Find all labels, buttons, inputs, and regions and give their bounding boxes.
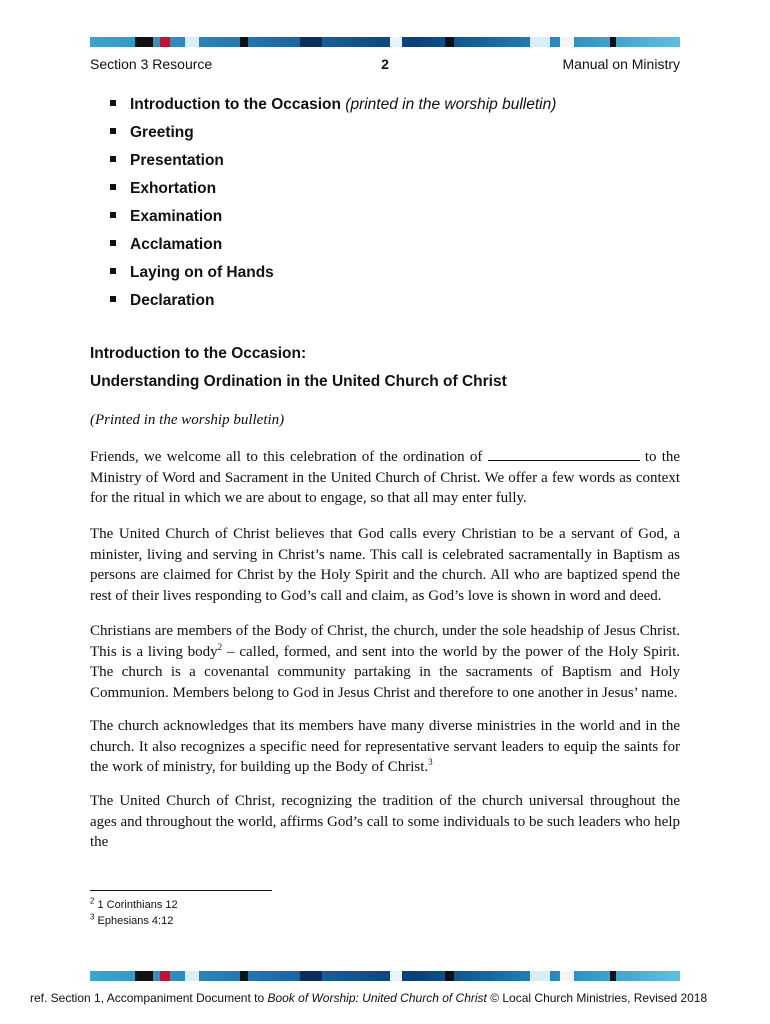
footer-text: ref. Section 1, Accompaniment Document to (30, 991, 268, 1005)
header-decorative-band (90, 37, 680, 47)
paragraph-welcome (90, 447, 680, 509)
square-bullet-icon (110, 212, 116, 218)
list-item-note: (printed in the worship bulletin) (345, 96, 557, 113)
square-bullet-icon (110, 100, 116, 106)
list-item-label: Laying on of Hands (130, 264, 274, 281)
paragraph-text: to the Ministry of Word and Sacrament in the United Church of Christ. We offer a few words as context for the ritual in which we are about to engage, so that all may enter fully. (90, 449, 681, 506)
footnote (90, 912, 174, 927)
paragraph-affirmation: The United Church of Christ, recognizing the tradition of the church universal throughout the ages and throughout the world, affirms God’s call to some individuals to be such leaders who help the (90, 793, 680, 850)
list-item-label: Examination (130, 208, 223, 225)
footnote-ref[interactable]: 3 (428, 757, 433, 767)
square-bullet-icon (110, 268, 116, 274)
footnote-divider (90, 890, 272, 891)
page-footer (30, 991, 708, 1005)
printed-note: (Printed in the worship bulletin) (90, 412, 285, 428)
footer-decorative-band (90, 971, 680, 981)
section-subheading: Understanding Ordination in the United Church of Christ (90, 373, 507, 390)
list-item-label: Exhortation (130, 180, 217, 197)
list-item (110, 206, 556, 234)
list-item (110, 122, 556, 150)
square-bullet-icon (110, 240, 116, 246)
order-of-service-list (110, 94, 556, 318)
footnote-text: 1 Corinthians 12 (94, 899, 178, 911)
footnote-text: Ephesians 4:12 (94, 915, 174, 927)
paragraph-calling: The United Church of Christ believes that God calls every Christian to be a servant of God, a minister, living and serving in Christ’s name. This call is celebrated sacramentally in Baptism as persons are claimed for Christ by the Holy Spirit and the church. All who are baptized spend the rest of their lives responding to God’s call and claim, as God’s love is shown in word and deed. (90, 526, 680, 604)
paragraph-body-of-christ (90, 621, 680, 703)
list-item (110, 150, 556, 178)
footnote (90, 896, 178, 911)
paragraph-ministries (90, 716, 680, 778)
footer-text: © Local Church Ministries, Revised 2018 (486, 991, 708, 1005)
list-item (110, 234, 556, 262)
list-item-label: Acclamation (130, 236, 223, 253)
paragraph-text: Christians are members of the Body of Christ, the church, under the sole headship of Jesus Christ. This is a living body (90, 623, 680, 660)
list-item (110, 178, 556, 206)
paragraph-text: The church acknowledges that its members have many diverse ministries in the world and in the church. It also recognizes a specific need for representative servant leaders to equip the saints for the work of ministry, for building up the Body of Christ. (90, 718, 680, 775)
header-manual-title: Manual on Ministry (562, 56, 680, 72)
list-item (110, 290, 556, 318)
footnote-mark: 3 (90, 912, 95, 922)
list-item-label: Greeting (130, 124, 194, 141)
page-header (90, 56, 680, 76)
square-bullet-icon (110, 184, 116, 190)
list-item-label: Presentation (130, 152, 224, 169)
list-item-label: Declaration (130, 292, 215, 309)
footnote-ref[interactable]: 2 (217, 641, 223, 652)
ordinand-name-blank (488, 448, 640, 461)
list-item-label: Introduction to the Occasion (130, 96, 341, 113)
page-number: 2 (381, 56, 389, 72)
footnote-mark: 2 (90, 896, 95, 906)
footer-book-title: Book of Worship: United Church of Christ (267, 991, 487, 1005)
header-section-label: Section 3 Resource (90, 56, 213, 72)
square-bullet-icon (110, 128, 116, 134)
square-bullet-icon (110, 296, 116, 302)
square-bullet-icon (110, 156, 116, 162)
list-item (110, 262, 556, 290)
list-item (110, 94, 556, 122)
paragraph-text: – called, formed, and sent into the world by the power of the Holy Spirit. The church is a covenantal community partaking in the sacraments of Baptism and Holy Communion. Members belong to God in Jesus Christ and therefore to one another in Jesus’ name. (90, 643, 680, 701)
section-heading: Introduction to the Occasion: (90, 345, 307, 362)
paragraph-text: Friends, we welcome all to this celebration of the ordination of (90, 449, 483, 465)
